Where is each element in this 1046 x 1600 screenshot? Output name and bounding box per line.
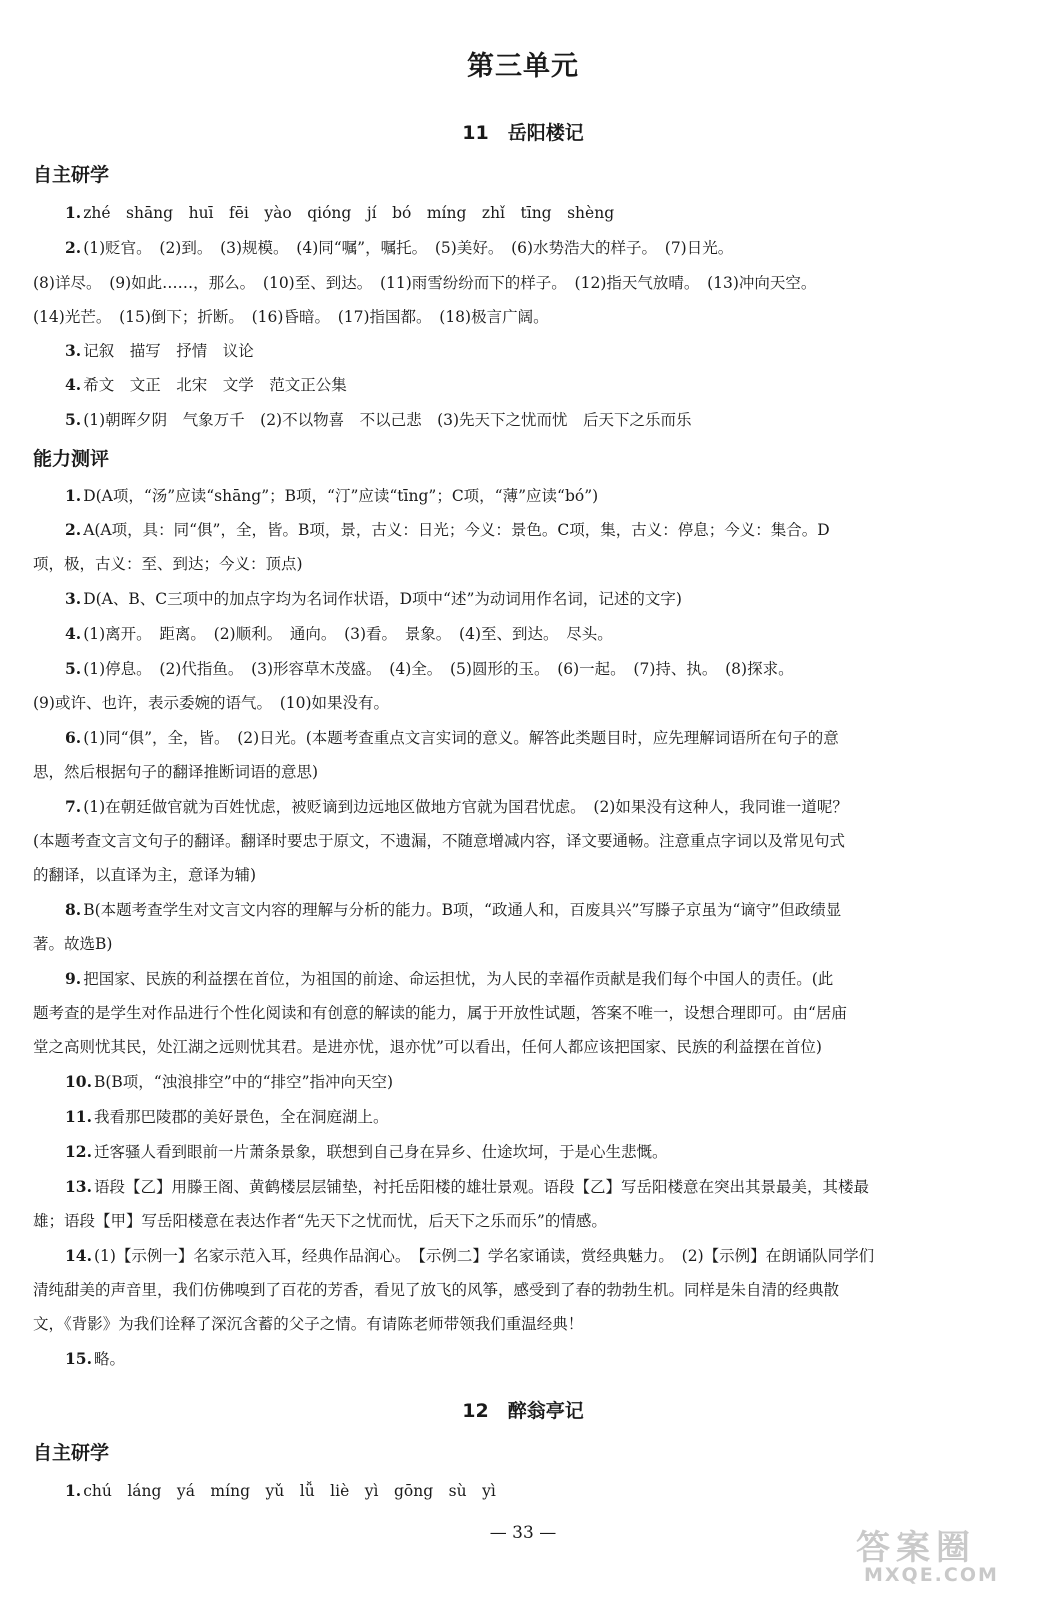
answer-line: 11. 我看那巴陵郡的美好景色，全在洞庭湖上。 (65, 1107, 389, 1126)
answer-line: 的翻译，以直译为主，意译为辅) (33, 866, 257, 884)
watermark (836, 1520, 1026, 1590)
answer-line: 8. B(本题考查学生对文言文内容的理解与分析的能力。B项，“政通人和，百废具兴”写滕子京虽为“谪守”但政绩显 (65, 900, 842, 919)
answer-line: 13. 语段【乙】用滕王阁、黄鹤楼层层铺垫，衬托岳阳楼的雄壮景观。语段【乙】写岳阳楼意在突出其景最美，其楼最 (65, 1177, 869, 1196)
answer-line: 2. (1)贬官。 (2)到。 (3)规模。 (4)同“嘱”，嘱托。 (5)美好。 (6)水势浩大的样子。 (7)日光。 (65, 238, 734, 257)
answer-line: 9. 把国家、民族的利益摆在首位，为祖国的前途、命运担忧，为人民的幸福作贡献是我们每个中国人的责任。(此 (65, 969, 834, 988)
answer-line: 5. (1)停息。 (2)代指鱼。 (3)形容草木茂盛。 (4)全。 (5)圆形的玉。 (6)一起。 (7)持、执。 (8)探求。 (65, 659, 794, 678)
answer-line: 4. (1)离开。 距离。 (2)顺利。 通向。 (3)看。 景象。 (4)至、到达。 尽头。 (65, 624, 613, 643)
answer-line: 1. D(A项，“汤”应读“shāng”；B项，“汀”应读“tīng”；C项，“薄”应读“bó”) (65, 486, 599, 505)
answer-line: 清纯甜美的声音里，我们仿佛嗅到了百花的芳香，看见了放飞的风筝，感受到了春的勃勃生机。同样是朱自清的经典散 (33, 1281, 840, 1299)
answer-line: 3. 记叙 描写 抒情 议论 (65, 341, 254, 360)
answer-line: 著。故选B) (33, 935, 113, 953)
answer-line: 14. (1)【示例一】名家示范入耳，经典作品润心。 【示例二】学名家诵读，赏经典魅力。 (2)【示例】在朗诵队同学们 (65, 1246, 875, 1265)
answer-line: (9)或许、也许，表示委婉的语气。 (10)如果没有。 (33, 694, 390, 712)
unit-title: 第三单元 (467, 51, 579, 82)
answer-line: 12. 迁客骚人看到眼前一片萧条景象，联想到自己身在异乡、仕途坎坷，于是心生悲慨。 (65, 1142, 668, 1161)
section-ability-test: 能力测评 (33, 448, 110, 470)
lesson-11-title: 11 岳阳楼记 (462, 122, 584, 144)
answer-line: 项，极，古义：至、到达；今义：顶点) (33, 555, 303, 573)
answer-line: 15. 略。 (65, 1349, 125, 1368)
watermark-domain: MXQE.COM (864, 1564, 999, 1586)
answer-line: 题考查的是学生对作品进行个性化阅读和有创意的解读的能力，属于开放性试题，答案不唯一，设想合理即可。由“居庙 (33, 1004, 847, 1022)
answer-line: 4. 希文 文正 北宋 文学 范文正公集 (65, 375, 347, 394)
answer-line: (8)详尽。 (9)如此……，那么。 (10)至、到达。 (11)雨雪纷纷而下的样子。 (12)指天气放晴。 (13)冲向天空。 (33, 274, 817, 292)
page-number: — 33 — (489, 1523, 557, 1543)
answer-line: 7. (1)在朝廷做官就为百姓忧虑，被贬谪到边远地区做地方官就为国君忧虑。 (2)如果没有这种人，我同谁一道呢？ (65, 797, 848, 816)
answer-line: (本题考查文言文句子的翻译。翻译时要忠于原文，不遗漏，不随意增减内容，译文要通畅。注意重点字词以及常见句式 (33, 832, 846, 850)
answer-line: 6. (1)同“俱”，全，皆。 (2)日光。(本题考查重点文言实词的意义。解答此类题目时，应先理解词语所在句子的意 (65, 728, 839, 747)
answer-line: 雄；语段【甲】写岳阳楼意在表达作者“先天下之忧而忧，后天下之乐而乐”的情感。 (33, 1212, 607, 1230)
answer-line: 3. D(A、B、C三项中的加点字均为名词作状语，D项中“述”为动词用作名词，记述的文字) (65, 589, 682, 608)
answer-line: 思，然后根据句子的翻译推断词语的意思) (33, 763, 319, 781)
answer-line: 5. (1)朝晖夕阴 气象万千 (2)不以物喜 不以己悲 (3)先天下之忧而忧 后天下之乐而乐 (65, 410, 692, 429)
answer-line: (14)光芒。 (15)倒下；折断。 (16)昏暗。 (17)指国都。 (18)极言广阔。 (33, 308, 549, 326)
answer-line: 2. A(A项，具：同“俱”，全，皆。B项，景，古义：日光；今义：景色。C项，集，古义：停息；今义：集合。D (65, 520, 830, 539)
answer-line: 1. chú láng yá míng yǔ lǚ liè yì gōng sù yì (65, 1481, 496, 1500)
answer-line: 堂之高则忧其民，处江湖之远则忧其君。是进亦忧，退亦忧”可以看出，任何人都应该把国家、民族的利益摆在首位) (33, 1038, 822, 1056)
section-self-study: 自主研学 (33, 1442, 110, 1464)
answer-line: 1. zhé shāng huī fēi yào qióng jí bó míng zhǐ tīng shèng (65, 203, 615, 222)
section-self-study: 自主研学 (33, 164, 110, 186)
answer-line: 文，《背影》为我们诠释了深沉含蓄的父子之情。有请陈老师带领我们重温经典！ (33, 1315, 584, 1333)
watermark-logo: 答案圈 (856, 1528, 976, 1568)
lesson-12-title: 12 醉翁亭记 (462, 1400, 584, 1422)
answer-line: 10. B(B项，“浊浪排空”中的“排空”指冲向天空) (65, 1072, 394, 1091)
